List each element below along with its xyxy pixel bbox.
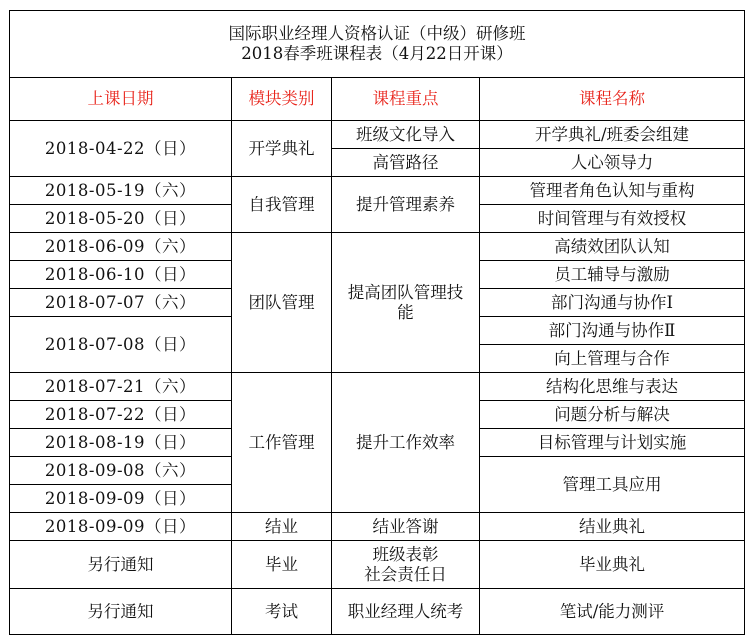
- course-cell: 向上管理与合作: [480, 345, 745, 373]
- header-focus: 课程重点: [332, 78, 480, 121]
- focus-cell: 提升管理素养: [332, 177, 480, 233]
- header-module: 模块类别: [232, 78, 332, 121]
- header-row: [10, 78, 745, 121]
- table-title: [10, 11, 745, 78]
- date-cell: 2018-07-08（日）: [10, 317, 232, 373]
- module-cell: 团队管理: [232, 233, 332, 373]
- table-row: [10, 541, 745, 589]
- table-row: [10, 373, 745, 401]
- focus-cell: 高管路径: [332, 149, 480, 177]
- course-cell: 部门沟通与协作Ⅱ: [480, 317, 745, 345]
- focus-cell: [332, 541, 480, 589]
- module-cell: 考试: [232, 589, 332, 635]
- date-cell: 2018-06-10（日）: [10, 261, 232, 289]
- course-cell: 毕业典礼: [480, 541, 745, 589]
- course-cell: 结构化思维与表达: [480, 373, 745, 401]
- date-cell: 2018-08-19（日）: [10, 429, 232, 457]
- date-cell: 2018-07-21（六）: [10, 373, 232, 401]
- date-cell: 2018-09-08（六）: [10, 457, 232, 485]
- course-cell: 高绩效团队认知: [480, 233, 745, 261]
- date-cell: 2018-09-09（日）: [10, 513, 232, 541]
- course-cell: 结业典礼: [480, 513, 745, 541]
- course-cell: 管理者角色认知与重构: [480, 177, 745, 205]
- date-cell: 2018-07-22（日）: [10, 401, 232, 429]
- focus-line-1: 班级表彰: [372, 544, 439, 564]
- course-cell: 员工辅导与激励: [480, 261, 745, 289]
- course-cell: 部门沟通与协作Ⅰ: [480, 289, 745, 317]
- title-row: [10, 11, 745, 78]
- schedule-container: [9, 10, 745, 635]
- focus-line-2: 能: [397, 302, 414, 322]
- course-cell: 开学典礼/班委会组建: [480, 121, 745, 149]
- table-row: [10, 233, 745, 261]
- header-course: 课程名称: [480, 78, 745, 121]
- course-cell: 人心领导力: [480, 149, 745, 177]
- date-cell: 2018-07-07（六）: [10, 289, 232, 317]
- focus-line-2: 社会责任日: [364, 564, 447, 584]
- module-cell: 结业: [232, 513, 332, 541]
- date-cell: 2018-05-20（日）: [10, 205, 232, 233]
- module-cell: 自我管理: [232, 177, 332, 233]
- course-cell: 笔试/能力测评: [480, 589, 745, 635]
- date-cell: 2018-06-09（六）: [10, 233, 232, 261]
- course-schedule-table: [9, 10, 745, 635]
- date-cell: 2018-04-22（日）: [10, 121, 232, 177]
- table-row: [10, 121, 745, 149]
- focus-line-1: 提高团队管理技: [347, 282, 464, 302]
- date-cell: 2018-09-09（日）: [10, 485, 232, 513]
- date-cell: 另行通知: [10, 541, 232, 589]
- course-cell: 目标管理与计划实施: [480, 429, 745, 457]
- title-line-2: 2018春季班课程表（4月22日开课）: [241, 44, 513, 63]
- focus-cell: 提升工作效率: [332, 373, 480, 513]
- module-cell: 工作管理: [232, 373, 332, 513]
- date-cell: 2018-05-19（六）: [10, 177, 232, 205]
- table-row: [10, 589, 745, 635]
- focus-cell: [332, 233, 480, 373]
- table-row: [10, 513, 745, 541]
- course-cell: 问题分析与解决: [480, 401, 745, 429]
- focus-cell: 班级文化导入: [332, 121, 480, 149]
- course-cell: 时间管理与有效授权: [480, 205, 745, 233]
- module-cell: 开学典礼: [232, 121, 332, 177]
- header-date: 上课日期: [10, 78, 232, 121]
- focus-cell: 结业答谢: [332, 513, 480, 541]
- date-cell: 另行通知: [10, 589, 232, 635]
- focus-cell: 职业经理人统考: [332, 589, 480, 635]
- course-cell: 管理工具应用: [480, 457, 745, 513]
- table-row: [10, 177, 745, 205]
- title-line-1: 国际职业经理人资格认证（中级）研修班: [228, 24, 526, 43]
- module-cell: 毕业: [232, 541, 332, 589]
